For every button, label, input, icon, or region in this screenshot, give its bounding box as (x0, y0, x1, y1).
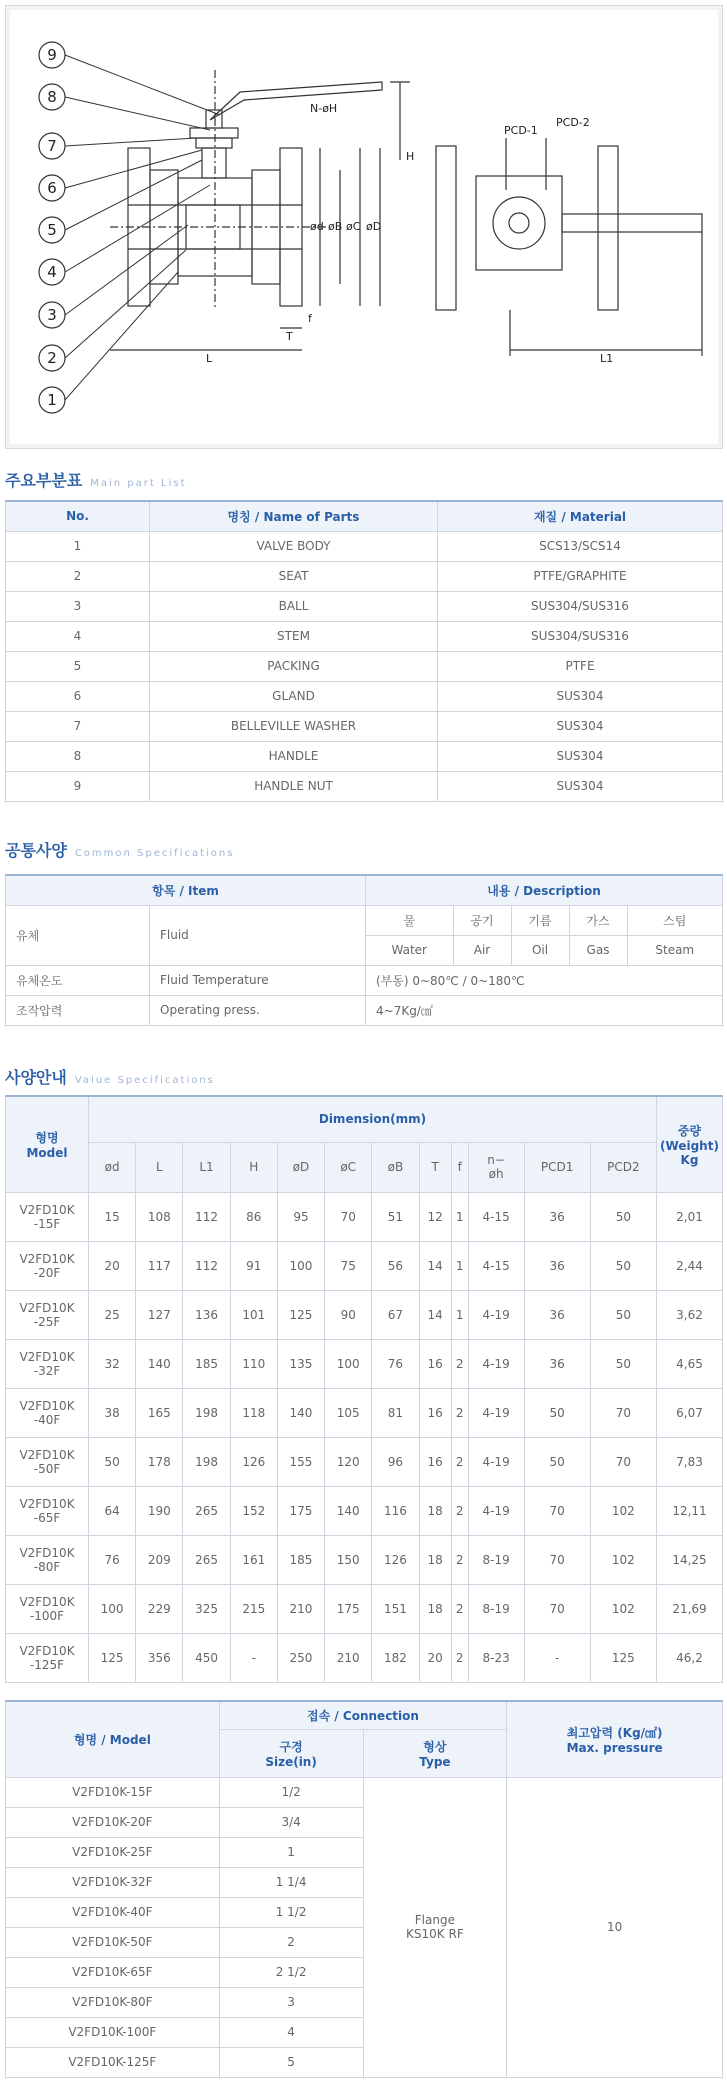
spec-value: 67 (372, 1290, 419, 1339)
spec-value: 126 (372, 1535, 419, 1584)
conn-size: 1 1/2 (219, 1897, 363, 1927)
conn-model: V2FD10K-15F (6, 1777, 220, 1807)
dim-pcd2-label: PCD-2 (556, 116, 590, 129)
parts-row (6, 741, 723, 771)
dim-l1-label: L1 (600, 352, 614, 365)
conn-size: 3 (219, 1987, 363, 2017)
spec-value: 125 (89, 1633, 136, 1682)
conn-head-connection: 접속 / Connection (219, 1701, 507, 1729)
part-name: STEM (150, 621, 438, 651)
common-head-desc: 내용 / Description (366, 875, 723, 905)
callout-6-label: 6 (47, 179, 57, 197)
parts-row (6, 591, 723, 621)
conn-head-max: 최고압력 (Kg/㎠) Max. pressure (507, 1701, 723, 1777)
dim-h-label: H (406, 150, 415, 163)
callout-4-label: 4 (47, 263, 57, 281)
spec-value: 198 (183, 1388, 230, 1437)
spec-value: 91 (230, 1241, 277, 1290)
spec-value: 70 (524, 1584, 590, 1633)
part-no: 4 (6, 621, 150, 651)
part-name: GLAND (150, 681, 438, 711)
spec-weight: 2,44 (657, 1241, 723, 1290)
part-material: SUS304/SUS316 (438, 591, 723, 621)
spec-value: 215 (230, 1584, 277, 1633)
part-name: VALVE BODY (150, 531, 438, 561)
dim-pcd1-label: PCD-1 (504, 124, 538, 137)
spec-value: 2 (451, 1339, 468, 1388)
spec-value: 2 (451, 1437, 468, 1486)
spec-value: 356 (136, 1633, 183, 1682)
part-material: PTFE (438, 651, 723, 681)
callout-3-label: 3 (47, 306, 57, 324)
spec-weight: 21,69 (657, 1584, 723, 1633)
spec-subtitle: Value Specifications (74, 1075, 215, 1086)
spec-value: 140 (136, 1339, 183, 1388)
spec-col-header: n− øh (468, 1142, 524, 1192)
spec-value: 125 (277, 1290, 324, 1339)
spec-weight: 14,25 (657, 1535, 723, 1584)
spec-value: 100 (89, 1584, 136, 1633)
spec-value: 229 (136, 1584, 183, 1633)
part-material: SUS304/SUS316 (438, 621, 723, 651)
spec-value: 50 (524, 1388, 590, 1437)
spec-col-header: f (451, 1142, 468, 1192)
conn-head-size: 구경 Size(in) (219, 1729, 363, 1777)
spec-value: 4-19 (468, 1290, 524, 1339)
spec-value: 210 (277, 1584, 324, 1633)
spec-value: 16 (419, 1437, 451, 1486)
spec-value: 112 (183, 1192, 230, 1241)
spec-value: 90 (325, 1290, 372, 1339)
fluid-steam-en: Steam (627, 935, 723, 965)
part-name: SEAT (150, 561, 438, 591)
spec-model: V2FD10K -15F (6, 1192, 89, 1241)
dim-f-label: f (308, 312, 312, 325)
spec-value: 120 (325, 1437, 372, 1486)
spec-value: 140 (325, 1486, 372, 1535)
fluid-gas-ko: 가스 (569, 905, 627, 935)
spec-model: V2FD10K -125F (6, 1633, 89, 1682)
spec-value: 36 (524, 1241, 590, 1290)
parts-row (6, 651, 723, 681)
spec-value: 2 (451, 1388, 468, 1437)
spec-value: 38 (89, 1388, 136, 1437)
connection-row (6, 1777, 723, 1807)
spec-value: 4-15 (468, 1192, 524, 1241)
spec-value: 50 (590, 1290, 656, 1339)
spec-value: 2 (451, 1535, 468, 1584)
spec-value: 185 (277, 1535, 324, 1584)
parts-head-material: 재질 / Material (438, 501, 723, 531)
spec-value: 4-19 (468, 1388, 524, 1437)
dim-od-label: ød (310, 220, 324, 233)
part-name: HANDLE NUT (150, 771, 438, 801)
conn-model: V2FD10K-80F (6, 1987, 220, 2017)
spec-value: 95 (277, 1192, 324, 1241)
spec-col-header: ød (89, 1142, 136, 1192)
spec-value: 18 (419, 1486, 451, 1535)
conn-model: V2FD10K-32F (6, 1867, 220, 1897)
part-name: PACKING (150, 651, 438, 681)
spec-value: 108 (136, 1192, 183, 1241)
spec-value: 175 (277, 1486, 324, 1535)
press-value: 4~7Kg/㎠ (366, 995, 723, 1025)
temp-value: (부동) 0~80℃ / 0~180℃ (366, 965, 723, 995)
dim-ob-label: øB (328, 220, 343, 233)
conn-model: V2FD10K-100F (6, 2017, 220, 2047)
spec-value: 81 (372, 1388, 419, 1437)
spec-value: 101 (230, 1290, 277, 1339)
dim-l-label: L (206, 352, 213, 365)
spec-value: 50 (89, 1437, 136, 1486)
dim-nh-label: N-øH (310, 102, 338, 115)
spec-value: 136 (183, 1290, 230, 1339)
part-no: 5 (6, 651, 150, 681)
spec-value: 4-19 (468, 1339, 524, 1388)
spec-col-header: øD (277, 1142, 324, 1192)
spec-value: 140 (277, 1388, 324, 1437)
part-name: BELLEVILLE WASHER (150, 711, 438, 741)
parts-head-name: 명칭 / Name of Parts (150, 501, 438, 531)
temp-en: Fluid Temperature (150, 965, 366, 995)
connection-table-body (6, 1777, 723, 2077)
spec-weight: 46,2 (657, 1633, 723, 1682)
part-name: BALL (150, 591, 438, 621)
spec-model: V2FD10K -50F (6, 1437, 89, 1486)
parts-subtitle: Main part List (90, 478, 187, 489)
spec-value: 70 (524, 1486, 590, 1535)
spec-row (6, 1584, 723, 1633)
parts-row (6, 771, 723, 801)
spec-value: 8-19 (468, 1584, 524, 1633)
spec-model: V2FD10K -80F (6, 1535, 89, 1584)
spec-value: 152 (230, 1486, 277, 1535)
spec-value: 126 (230, 1437, 277, 1486)
spec-value: 175 (325, 1584, 372, 1633)
callout-2-label: 2 (47, 349, 57, 367)
part-material: PTFE/GRAPHITE (438, 561, 723, 591)
conn-size: 1 1/4 (219, 1867, 363, 1897)
spec-col-header: øC (325, 1142, 372, 1192)
spec-value: 51 (372, 1192, 419, 1241)
spec-model: V2FD10K -20F (6, 1241, 89, 1290)
part-material: SUS304 (438, 771, 723, 801)
part-no: 3 (6, 591, 150, 621)
conn-model: V2FD10K-20F (6, 1807, 220, 1837)
parts-row (6, 621, 723, 651)
spec-value: 112 (183, 1241, 230, 1290)
parts-row (6, 681, 723, 711)
part-no: 1 (6, 531, 150, 561)
spec-value: 150 (325, 1535, 372, 1584)
fluid-air-ko: 공기 (453, 905, 511, 935)
spec-value: 4-19 (468, 1486, 524, 1535)
spec-value: 56 (372, 1241, 419, 1290)
dim-oc-label: øC (346, 220, 361, 233)
press-en: Operating press. (150, 995, 366, 1025)
connection-table (5, 1700, 723, 2078)
callout-1-label: 1 (47, 391, 57, 409)
conn-size: 5 (219, 2047, 363, 2077)
spec-row (6, 1633, 723, 1682)
spec-value: 250 (277, 1633, 324, 1682)
spec-weight: 6,07 (657, 1388, 723, 1437)
spec-value: 151 (372, 1584, 419, 1633)
spec-value: 102 (590, 1584, 656, 1633)
conn-size: 1/2 (219, 1777, 363, 1807)
spec-value: 1 (451, 1290, 468, 1339)
spec-value: 105 (325, 1388, 372, 1437)
spec-value: 75 (325, 1241, 372, 1290)
spec-col-header: T (419, 1142, 451, 1192)
spec-value: 118 (230, 1388, 277, 1437)
spec-row (6, 1486, 723, 1535)
parts-row (6, 711, 723, 741)
parts-table-body (6, 531, 723, 801)
spec-value: 2 (451, 1584, 468, 1633)
spec-value: 36 (524, 1290, 590, 1339)
spec-weight: 3,62 (657, 1290, 723, 1339)
parts-table (5, 500, 723, 802)
conn-head-type: 형상 Type (363, 1729, 507, 1777)
spec-value: 178 (136, 1437, 183, 1486)
conn-model: V2FD10K-125F (6, 2047, 220, 2077)
spec-row (6, 1290, 723, 1339)
spec-value: 1 (451, 1241, 468, 1290)
part-material: SCS13/SCS14 (438, 531, 723, 561)
spec-row (6, 1437, 723, 1486)
part-material: SUS304 (438, 741, 723, 771)
spec-value: 210 (325, 1633, 372, 1682)
spec-value: 265 (183, 1535, 230, 1584)
spec-value: 102 (590, 1535, 656, 1584)
spec-model: V2FD10K -40F (6, 1388, 89, 1437)
spec-value: 15 (89, 1192, 136, 1241)
spec-col-header: øB (372, 1142, 419, 1192)
spec-value: 4-15 (468, 1241, 524, 1290)
spec-value: 265 (183, 1486, 230, 1535)
fluid-water-en: Water (366, 935, 454, 965)
part-name: HANDLE (150, 741, 438, 771)
spec-value: 50 (524, 1437, 590, 1486)
spec-value: 12 (419, 1192, 451, 1241)
spec-row (6, 1535, 723, 1584)
spec-row (6, 1192, 723, 1241)
spec-value: 36 (524, 1192, 590, 1241)
part-no: 2 (6, 561, 150, 591)
spec-weight: 4,65 (657, 1339, 723, 1388)
valve-drawing (10, 10, 720, 446)
spec-value: 8-19 (468, 1535, 524, 1584)
spec-weight: 12,11 (657, 1486, 723, 1535)
conn-size: 2 (219, 1927, 363, 1957)
spec-value: 50 (590, 1241, 656, 1290)
spec-value: 32 (89, 1339, 136, 1388)
fluid-oil-ko: 기름 (511, 905, 569, 935)
parts-head-no: No. (6, 501, 150, 531)
spec-value: 2 (451, 1486, 468, 1535)
spec-value: 18 (419, 1584, 451, 1633)
callout-7-label: 7 (47, 137, 57, 155)
conn-max-pressure: 10 (507, 1777, 723, 2077)
spec-value: 86 (230, 1192, 277, 1241)
spec-value: 161 (230, 1535, 277, 1584)
fluid-air-en: Air (453, 935, 511, 965)
callout-9-label: 9 (47, 46, 57, 64)
conn-model: V2FD10K-50F (6, 1927, 220, 1957)
fluid-steam-ko: 스팀 (627, 905, 723, 935)
conn-size: 4 (219, 2017, 363, 2047)
spec-value: 182 (372, 1633, 419, 1682)
spec-col-header: L1 (183, 1142, 230, 1192)
part-material: SUS304 (438, 681, 723, 711)
callout-5-label: 5 (47, 221, 57, 239)
spec-value: 325 (183, 1584, 230, 1633)
spec-value: 2 (451, 1633, 468, 1682)
spec-col-header: H (230, 1142, 277, 1192)
part-no: 8 (6, 741, 150, 771)
spec-value: 18 (419, 1535, 451, 1584)
part-no: 7 (6, 711, 150, 741)
spec-section-title (5, 1065, 215, 1088)
spec-head-dimension: Dimension(mm) (89, 1096, 657, 1142)
spec-value: 116 (372, 1486, 419, 1535)
conn-model: V2FD10K-25F (6, 1837, 220, 1867)
parts-row (6, 531, 723, 561)
part-no: 6 (6, 681, 150, 711)
spec-value: 20 (89, 1241, 136, 1290)
spec-value: 50 (590, 1339, 656, 1388)
spec-value: 76 (372, 1339, 419, 1388)
spec-value: 4-19 (468, 1437, 524, 1486)
fluid-oil-en: Oil (511, 935, 569, 965)
dim-oD-label: øD (366, 220, 382, 233)
conn-head-model: 형명 / Model (6, 1701, 220, 1777)
spec-head-weight: 중량 (Weight) Kg (657, 1096, 723, 1192)
spec-value: - (524, 1633, 590, 1682)
spec-model: V2FD10K -65F (6, 1486, 89, 1535)
spec-col-header: PCD1 (524, 1142, 590, 1192)
common-head-item: 항목 / Item (6, 875, 366, 905)
spec-title: 사양안내 (5, 1068, 67, 1087)
spec-value: 185 (183, 1339, 230, 1388)
conn-size: 2 1/2 (219, 1957, 363, 1987)
spec-model: V2FD10K -25F (6, 1290, 89, 1339)
spec-weight: 2,01 (657, 1192, 723, 1241)
spec-value: 25 (89, 1290, 136, 1339)
spec-value: 135 (277, 1339, 324, 1388)
spec-value: 127 (136, 1290, 183, 1339)
spec-value: 100 (325, 1339, 372, 1388)
spec-value: 16 (419, 1339, 451, 1388)
spec-value: 14 (419, 1290, 451, 1339)
part-no: 9 (6, 771, 150, 801)
callout-8-label: 8 (47, 88, 57, 106)
spec-value: 125 (590, 1633, 656, 1682)
conn-type: Flange KS10K RF (363, 1777, 507, 2077)
spec-col-header: L (136, 1142, 183, 1192)
parts-row (6, 561, 723, 591)
spec-value: 96 (372, 1437, 419, 1486)
spec-value: 450 (183, 1633, 230, 1682)
spec-weight: 7,83 (657, 1437, 723, 1486)
spec-row (6, 1339, 723, 1388)
temp-ko: 유체온도 (6, 965, 150, 995)
spec-table (5, 1095, 723, 1683)
conn-model: V2FD10K-65F (6, 1957, 220, 1987)
spec-value: 36 (524, 1339, 590, 1388)
conn-size: 3/4 (219, 1807, 363, 1837)
spec-value: 102 (590, 1486, 656, 1535)
common-subtitle: Common Specifications (74, 848, 235, 859)
spec-head-model: 형명 Model (6, 1096, 89, 1192)
spec-value: 8-23 (468, 1633, 524, 1682)
spec-value: 209 (136, 1535, 183, 1584)
fluid-ko: 유체 (6, 905, 150, 965)
spec-value: 70 (590, 1388, 656, 1437)
spec-value: 50 (590, 1192, 656, 1241)
conn-model: V2FD10K-40F (6, 1897, 220, 1927)
common-table (5, 874, 723, 1026)
spec-row (6, 1241, 723, 1290)
spec-value: 1 (451, 1192, 468, 1241)
spec-value: 190 (136, 1486, 183, 1535)
spec-value: - (230, 1633, 277, 1682)
spec-value: 20 (419, 1633, 451, 1682)
spec-value: 198 (183, 1437, 230, 1486)
spec-value: 155 (277, 1437, 324, 1486)
spec-row (6, 1388, 723, 1437)
spec-value: 70 (590, 1437, 656, 1486)
press-ko: 조작압력 (6, 995, 150, 1025)
common-title: 공통사양 (5, 841, 67, 860)
spec-value: 14 (419, 1241, 451, 1290)
fluid-en: Fluid (150, 905, 366, 965)
dim-t-label: T (286, 330, 293, 343)
drawing-panel (5, 5, 723, 449)
spec-value: 100 (277, 1241, 324, 1290)
fluid-gas-en: Gas (569, 935, 627, 965)
spec-model: V2FD10K -100F (6, 1584, 89, 1633)
parts-title: 주요부분표 (5, 471, 83, 490)
spec-value: 117 (136, 1241, 183, 1290)
drawing-canvas (10, 10, 718, 444)
spec-value: 165 (136, 1388, 183, 1437)
spec-value: 110 (230, 1339, 277, 1388)
parts-section-title (5, 468, 187, 491)
spec-value: 16 (419, 1388, 451, 1437)
spec-model: V2FD10K -32F (6, 1339, 89, 1388)
common-section-title (5, 838, 234, 861)
spec-value: 70 (524, 1535, 590, 1584)
spec-value: 76 (89, 1535, 136, 1584)
spec-table-body (6, 1192, 723, 1682)
spec-value: 64 (89, 1486, 136, 1535)
spec-value: 70 (325, 1192, 372, 1241)
part-material: SUS304 (438, 711, 723, 741)
fluid-water-ko: 물 (366, 905, 454, 935)
conn-size: 1 (219, 1837, 363, 1867)
spec-col-header: PCD2 (590, 1142, 656, 1192)
